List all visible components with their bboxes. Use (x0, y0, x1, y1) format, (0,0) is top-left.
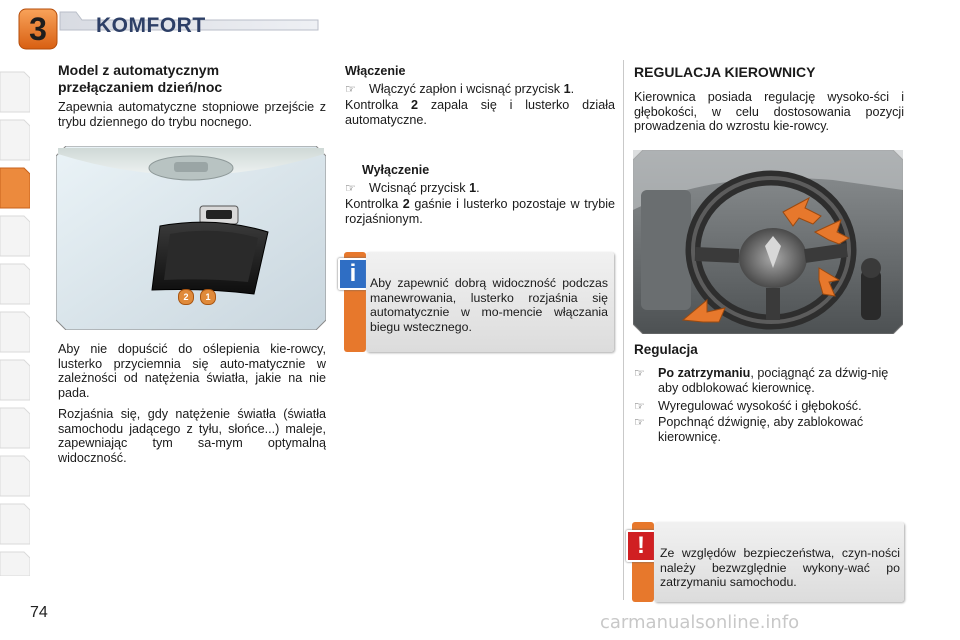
on-bullet: ☞ Włączyć zapłon i wcisnąć przycisk 1. (345, 82, 575, 96)
info-icon: i (349, 260, 357, 287)
pointer-hand-icon: ☞ (345, 82, 356, 96)
warning-text: Ze względów bezpieczeństwa, czyn-ności należy bezwzględnie wykony-wać po zatrzymaniu samochodu. (660, 546, 900, 590)
off-text: Kontrolka 2 gaśnie i lusterko pozostaje w trybie rozjaśnionym. (345, 197, 616, 226)
steering-intro-text: Kierownica posiada regulację wysoko-ści i głębokości, w celu dostosowania pozycji prowadzenia do wzrostu kie-rowcy. (634, 90, 904, 134)
chapter-number: 3 (29, 11, 47, 47)
side-tab[interactable] (0, 118, 30, 162)
mirror-paragraph-1: Aby nie dopuścić do oślepienia kie-rowcy, lusterko przyciemnia się auto-matycznie w zależności od natężenia światła, jakie na nie pada. (58, 342, 326, 400)
side-tab[interactable] (0, 406, 30, 450)
page-title: KOMFORT (96, 14, 206, 37)
regulation-bullet-1: ☞ Po zatrzymaniu, pociągnąć za dźwig-nię aby odblokować kierownicę. (634, 366, 889, 395)
off-bullet: ☞ Wcisnąć przycisk 1. (345, 181, 480, 195)
side-tab[interactable] (0, 502, 30, 546)
warning-icon: ! (637, 532, 645, 559)
pointer-hand-icon: ☞ (634, 366, 645, 380)
side-tab[interactable] (0, 262, 30, 306)
info-text: Aby zapewnić dobrą widoczność podczas manewrowania, lusterko rozjaśnia się automatycznie w mo-mencie włączania biegu wstecznego. (370, 276, 608, 334)
column-divider (623, 60, 624, 600)
watermark: carmanualsonline.info (600, 612, 800, 633)
steering-wheel-illustration (633, 150, 903, 334)
mirror-section-heading: Model z automatycznym przełączaniem dzień/noc (58, 62, 223, 95)
side-tab[interactable] (0, 454, 30, 498)
side-tab[interactable] (0, 550, 30, 594)
on-heading: Włączenie (345, 64, 406, 78)
side-tab[interactable] (0, 358, 30, 402)
pointer-hand-icon: ☞ (634, 415, 645, 429)
side-tab-active[interactable] (0, 166, 30, 210)
mirror-button-1: 1 (200, 289, 216, 305)
pointer-hand-icon: ☞ (634, 399, 645, 413)
mirror-intro-text: Zapewnia automatyczne stopniowe przejście z trybu dziennego do trybu nocnego. (58, 100, 326, 129)
regulation-bullet-3: ☞ Popchnąć dźwignię, aby zablokować kierownicę. (634, 415, 864, 444)
mirror-button-2: 2 (178, 289, 194, 305)
side-tab[interactable] (0, 214, 30, 258)
side-tab[interactable] (0, 70, 30, 114)
regulation-heading: Regulacja (634, 342, 698, 357)
side-tab[interactable] (0, 310, 30, 354)
regulation-bullet-2: ☞ Wyregulować wysokość i głębokość. (634, 399, 862, 413)
mirror-paragraph-2: Rozjaśnia się, gdy natężenie światła (światła samochodu jadącego z tyłu, słońce...) maleje, zapewniając tym sa-mym optymalną widoczność. (58, 407, 326, 465)
pointer-hand-icon: ☞ (345, 181, 356, 195)
on-text: Kontrolka 2 zapala się i lusterko działa automatyczne. (345, 98, 615, 127)
off-heading: Wyłączenie (362, 163, 430, 177)
page-number: 74 (30, 604, 48, 621)
steering-section-heading: REGULACJA KIEROWNICY (634, 64, 816, 80)
